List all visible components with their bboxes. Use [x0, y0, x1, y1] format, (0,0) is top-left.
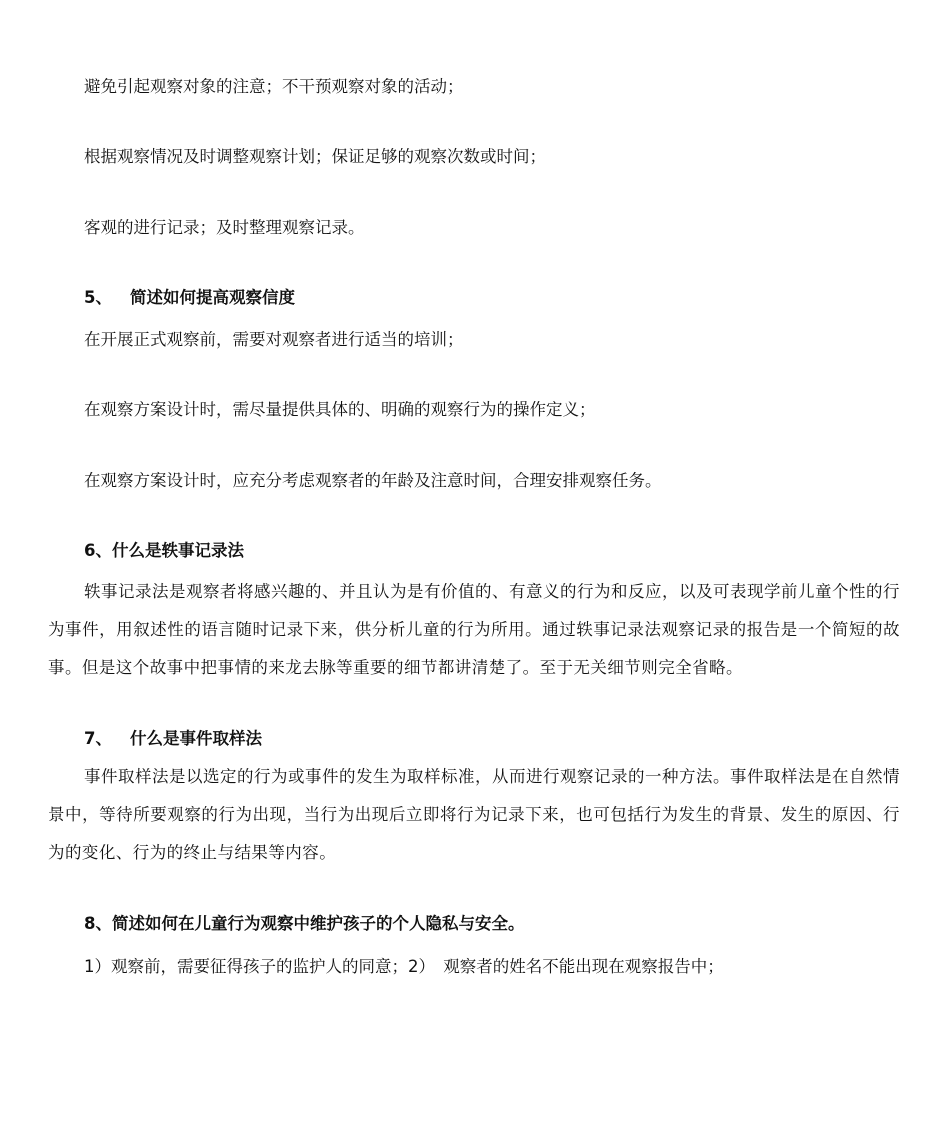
s6-heading: 6、什么是轶事记录法: [84, 541, 244, 560]
s5-heading: [84, 288, 295, 308]
s7-paragraph: 事件取样法是以选定的行为或事件的发生为取样标准，从而进行观察记录的一种方法。事件取样法是在自然情景中，等待所要观察的行为出现，当行为出现后立即将行为记录下来，也可包括行为发生的背景、发生的原因、行为的变化、行为的终止与结果等内容。: [48, 767, 900, 862]
s8-item-line: 1）观察前，需要征得孩子的监护人的同意；2） 观察者的姓名不能出现在观察报告中；: [84, 957, 724, 976]
s5-item-2: 在观察方案设计时，需尽量提供具体的、明确的观察行为的操作定义；: [84, 400, 596, 419]
s7-number: 7、: [84, 729, 112, 748]
s8-heading: 8、简述如何在儿童行为观察中维护孩子的个人隐私与安全。: [84, 914, 525, 933]
s7-heading: [84, 729, 262, 749]
s5-title: 简述如何提高观察信度: [130, 288, 295, 307]
s4-item-3: 客观的进行记录；及时整理观察记录。: [84, 218, 365, 237]
s4-item-2: 根据观察情况及时调整观察计划；保证足够的观察次数或时间；: [84, 147, 546, 166]
s5-item-1: 在开展正式观察前，需要对观察者进行适当的培训；: [84, 330, 464, 349]
s7-title: 什么是事件取样法: [130, 729, 262, 748]
s5-item-3: 在观察方案设计时，应充分考虑观察者的年龄及注意时间，合理安排观察任务。: [84, 471, 662, 490]
s6-paragraph: 轶事记录法是观察者将感兴趣的、并且认为是有价值的、有意义的行为和反应，以及可表现学前儿童个性的行为事件，用叙述性的语言随时记录下来，供分析儿童的行为所用。通过轶事记录法观察记录的报告是一个简短的故事。但是这个故事中把事情的来龙去脉等重要的细节都讲清楚了。至于无关细节则完全省略。: [48, 582, 900, 677]
s4-item-1: 避免引起观察对象的注意；不干预观察对象的活动；: [84, 77, 464, 96]
s5-number: 5、: [84, 288, 112, 307]
